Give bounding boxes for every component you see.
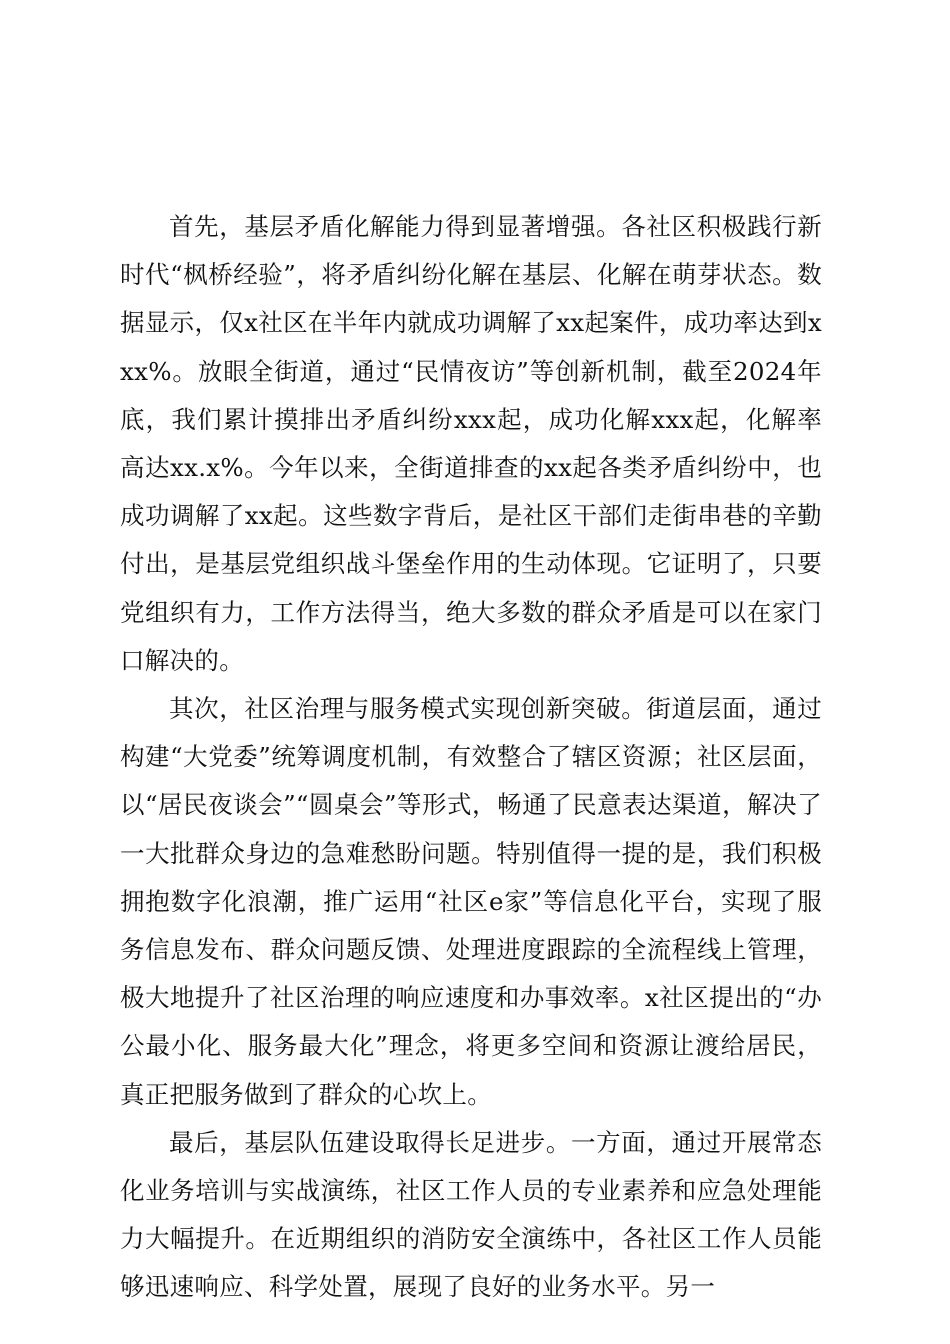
paragraph-team-building: 最后，基层队伍建设取得长足进步。一方面，通过开展常态化业务培训与实战演练，社区工作人员的专业素养和应急处理能力大幅提升。在近期组织的消防安全演练中，各社区工作人员能够迅速响应、科学处置，展现了良好的业务水平。另一 (120, 1127, 822, 1302)
document-body (120, 203, 822, 1312)
paragraph-dispute-resolution: 首先，基层矛盾化解能力得到显著增强。各社区积极践行新时代“枫桥经验”，将矛盾纠纷化解在基层、化解在萌芽状态。数据显示，仅x社区在半年内就成功调解了xx起案件，成功率达到xxx%。放眼全街道，通过“民情夜访”等创新机制，截至2024年底，我们累计摸排出矛盾纠纷xxx起，成功化解xxx起，化解率高达xx.x%。今年以来，全街道排查的xx起各类矛盾纠纷中，也成功调解了xx起。这些数字背后，是社区干部们走街串巷的辛勤付出，是基层党组织战斗堡垒作用的生动体现。它证明了，只要党组织有力，工作方法得当，绝大多数的群众矛盾是可以在家门口解决的。 (120, 212, 822, 675)
paragraph-community-governance: 其次，社区治理与服务模式实现创新突破。街道层面，通过构建“大党委”统筹调度机制，有效整合了辖区资源；社区层面，以“居民夜谈会”“圆桌会”等形式，畅通了民意表达渠道，解决了一大批群众身边的急难愁盼问题。特别值得一提的是，我们积极拥抱数字化浪潮，推广运用“社区e家”等信息化平台，实现了服务信息发布、群众问题反馈、处理进度跟踪的全流程线上管理，极大地提升了社区治理的响应速度和办事效率。x社区提出的“办公最小化、服务最大化”理念，将更多空间和资源让渡给居民，真正把服务做到了群众的心坎上。 (120, 694, 823, 1109)
